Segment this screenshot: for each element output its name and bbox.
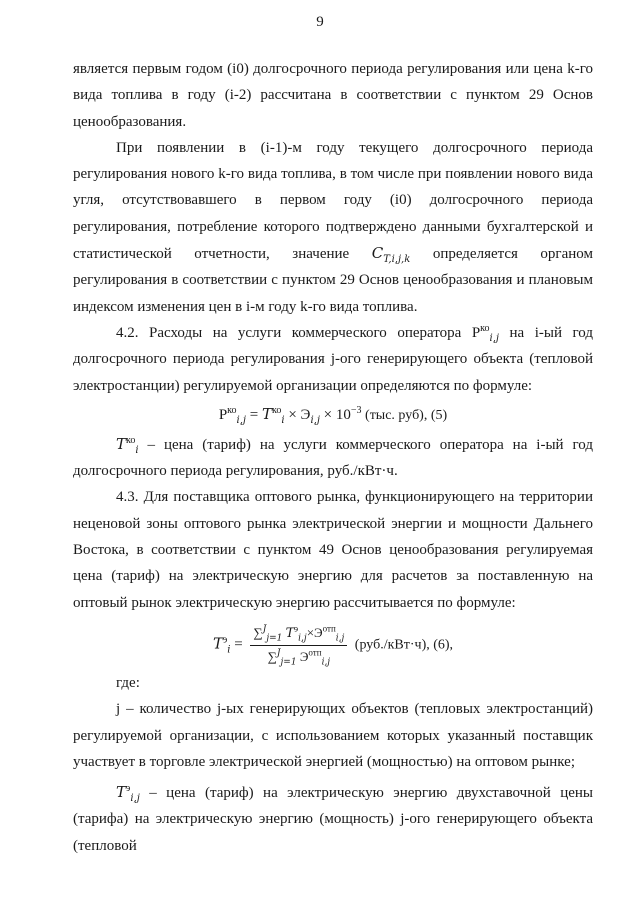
f6-num-x: ×Э <box>306 624 323 640</box>
formula-5 <box>73 401 593 429</box>
paragraph-new-fuel <box>73 135 593 320</box>
f5-e-sub: i,j <box>310 414 320 426</box>
symbol-t: T <box>116 434 127 453</box>
f5-t-sup: ко <box>272 404 282 416</box>
formula-6 <box>73 622 593 668</box>
f6-tail: (руб./кВт·ч), (6), <box>351 637 454 653</box>
f6-den-lim: j=1 <box>280 657 297 668</box>
where-label: где: <box>116 674 140 691</box>
f5-times: × <box>284 406 301 423</box>
symbol-t-sub: i <box>135 444 139 456</box>
paragraph-4-3: 4.3. Для поставщика оптового рынка, функционирующего на территории неценовой зоны оптового рынка электрической энергии и мощности Дальнего Востока, в соответствии с пунктом 49 Основ ценообразования регулируемая цена (тариф) на электрическую энергию для расчетов за поставленную на оптовый рынок электрическую энергию рассчитывается по формуле: <box>73 489 593 611</box>
symbol-p-sup: ко <box>480 322 490 334</box>
f6-num-lim: j=1 <box>266 633 283 644</box>
f5-lhs-sub: i,j <box>236 414 247 426</box>
f6-den-e-sup: отп <box>308 647 322 658</box>
f6-den-e-sub: i,j <box>321 657 331 668</box>
text-span: определяется органом регулирования в соответствии с пунктом 29 Основ ценообразования и плановым индексом изменения цен в i-м году k-го вида топлива. <box>73 246 593 315</box>
f6-lhs-sub: i <box>227 644 231 656</box>
symbol-te: T <box>116 783 127 802</box>
f6-denominator <box>250 646 347 668</box>
f6-num-t-sup: э <box>294 623 299 634</box>
f6-lhs: T <box>212 634 223 653</box>
text-span: на i-ый год долгосрочного периода регулирования j-ого генерирующего объекта (тепловой электростанции) регулируемой организации определяются по формуле: <box>73 324 593 394</box>
f5-t: T <box>261 404 272 423</box>
f5-exp: −3 <box>350 404 362 416</box>
symbol-c: С <box>371 244 384 263</box>
paragraph-j-def: j – количество j-ых генерирующих объектов (тепловых электростанций) регулируемой организации, с использованием которых указанный поставщик участвует в торговле электрической энергией (мощностью) на оптовом рынке; <box>73 701 593 770</box>
text-span: 4.2. Расходы на услуги коммерческого оператора <box>116 324 472 341</box>
paragraph-4-2 <box>73 320 593 399</box>
f6-den-e: Э <box>299 648 309 664</box>
f6-eq: = <box>230 636 247 653</box>
symbol-c-subscript: T,i,j,k <box>383 254 411 266</box>
f5-eq: = <box>246 406 262 423</box>
symbol-t-sup: ко <box>126 434 136 446</box>
f5-lhs: Р <box>218 406 228 423</box>
symbol-te-sub: i,j <box>130 793 140 805</box>
paragraph-te-def <box>73 779 593 859</box>
f6-numerator <box>250 622 347 646</box>
f5-times2: × 10 <box>319 406 351 423</box>
f5-lhs-sup: ко <box>227 404 237 416</box>
f6-den-sum: ∑ <box>267 648 277 664</box>
paragraph-continuation: является первым годом (i0) долгосрочного периода регулирования или цена k-го вида топлива в году (i-2) рассчитана в соответствии с пунктом 29 Основ ценообразования. <box>73 61 593 130</box>
f6-fraction <box>250 622 347 668</box>
f6-num-t-sub: i,j <box>298 633 307 644</box>
f6-den-top: J <box>276 648 281 659</box>
document-body <box>73 56 593 859</box>
f6-num-sum: ∑ <box>253 624 263 640</box>
f6-num-t: T <box>285 625 295 641</box>
f6-num-top: J <box>262 624 267 635</box>
f5-tail: (тыс. руб), (5) <box>361 407 448 423</box>
symbol-p-sub: i,j <box>489 332 499 344</box>
text-span: При появлении в (i-1)-м году текущего долгосрочного периода регулирования нового k-го вида топлива, в том числе при появлении нового вида угля, отсутствовавшего в первом году (i0) долгосрочного периода регулирования, потребление которого подтверждено данными бухгалтерской и статистической отчетности, значение <box>73 139 593 263</box>
f5-t-sub: i <box>281 414 285 426</box>
symbol-p: Р <box>471 324 481 341</box>
f6-lhs-sup: э <box>222 634 228 646</box>
paragraph-tko-def <box>73 431 593 485</box>
text-span: – цена (тариф) на электрическую энергию двухставочной цены (тарифа) на электрическую энергию (мощность) j-ого генерирующего объекта (тепловой <box>73 785 593 854</box>
text-span: – цена (тариф) на услуги коммерческого оператора на i-ый год долгосрочного периода регулирования, руб./кВт·ч. <box>73 436 593 480</box>
f6-num-e-sub: i,j <box>335 633 345 644</box>
f6-num-e-sup: отп <box>322 623 336 634</box>
page-number: 9 <box>316 14 324 30</box>
f5-e: Э <box>300 406 311 423</box>
symbol-te-sup: э <box>126 783 131 795</box>
